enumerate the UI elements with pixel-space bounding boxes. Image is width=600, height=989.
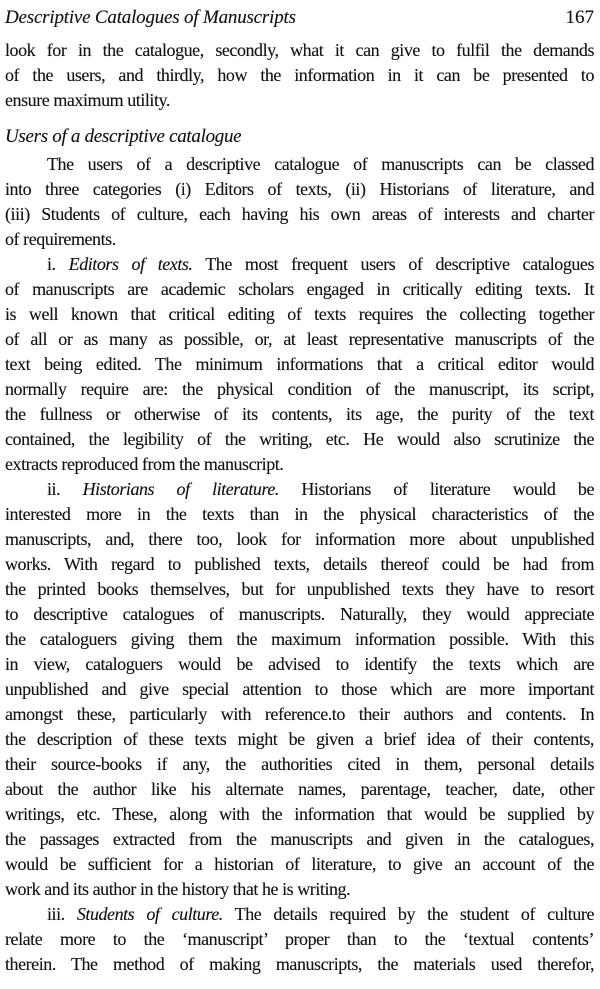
text-line: of manuscripts are academic scholars engaged in critically editing texts. It	[5, 279, 594, 299]
text-line: (iii) Students of culture, each having his own areas of interests and charter	[5, 204, 594, 224]
text-line: of all or as many as possible, or, at least representative manuscripts of the	[5, 329, 594, 349]
text-line: interested more in the texts than in the physical characteristics of the	[5, 504, 594, 524]
text-line: ensure maximum utility.	[5, 90, 170, 110]
paragraph	[5, 902, 594, 977]
text-line: i. Editors of texts. The most frequent users of descriptive catalogues	[47, 254, 595, 274]
text-line: normally require are: the physical condition of the manuscript, its script,	[5, 379, 594, 399]
running-header	[5, 5, 594, 30]
text-line: the fullness or otherwise of its contents, its age, the purity of the text	[5, 404, 594, 424]
text-line: therein. The method of making manuscripts, the materials used therefor,	[5, 954, 594, 974]
page-body	[5, 38, 594, 977]
text-line: their source-books if any, the authorities cited in them, personal details	[5, 754, 594, 774]
text-line: amongst these, particularly with reference.to their authors and contents. In	[5, 704, 594, 724]
text-line: text being edited. The minimum informations that a critical editor would	[5, 354, 594, 374]
text-line: writings, etc. These, along with the information that would be supplied by	[5, 804, 594, 824]
text-line: the printed books themselves, but for unpublished texts they have to resort	[5, 579, 594, 599]
text-line: to descriptive catalogues of manuscripts. Naturally, they would appreciate	[5, 604, 594, 624]
paragraph	[5, 252, 594, 477]
text-line: ii. Historians of literature. Historians of literature would be	[47, 479, 595, 499]
text-line: look for in the catalogue, secondly, what it can give to fulfil the demands	[5, 40, 594, 60]
running-header-title: Descriptive Catalogues of Manuscripts	[5, 7, 296, 28]
text-line: The users of a descriptive catalogue of manuscripts can be classed	[47, 154, 594, 174]
text-line: work and its author in the history that he is writing.	[5, 879, 351, 899]
text-line: in view, cataloguers would be advised to identify the texts which are	[5, 654, 594, 674]
text-line: works. With regard to published texts, details thereof could be had from	[5, 554, 594, 574]
text-line: unpublished and give special attention to those which are more important	[5, 679, 594, 699]
text-line: relate more to the ‘manuscript’ proper than to the ‘textual contents’	[5, 929, 594, 949]
paragraph	[5, 38, 594, 113]
text-line: iii. Students of culture. The details required by the student of culture	[47, 904, 594, 924]
text-line: the passages extracted from the manuscripts and given in the catalogues,	[5, 829, 594, 849]
text-line: is well known that critical editing of texts requires the collecting together	[5, 304, 594, 324]
text-line: about the author like his alternate names, parentage, teacher, date, other	[5, 779, 594, 799]
text-line: would be sufficient for a historian of literature, to give an account of the	[5, 854, 594, 874]
text-line: extracts reproduced from the manuscript.	[5, 454, 284, 474]
text-line: into three categories (i) Editors of texts, (ii) Historians of literature, and	[5, 179, 594, 199]
paragraph	[5, 477, 594, 902]
page-number: 167	[565, 7, 594, 28]
text-line: the description of these texts might be given a brief idea of their contents,	[5, 729, 594, 749]
section-heading: Users of a descriptive catalogue	[5, 126, 242, 147]
paragraph	[5, 152, 594, 252]
text-line: of requirements.	[5, 229, 116, 249]
text-line: contained, the legibility of the writing, etc. He would also scrutinize the	[5, 429, 594, 449]
text-line: the cataloguers giving them the maximum information possible. With this	[5, 629, 594, 649]
text-line: manuscripts, and, there too, look for information more about unpublished	[5, 529, 594, 549]
text-line: of the users, and thirdly, how the information in it can be presented to	[5, 65, 594, 85]
